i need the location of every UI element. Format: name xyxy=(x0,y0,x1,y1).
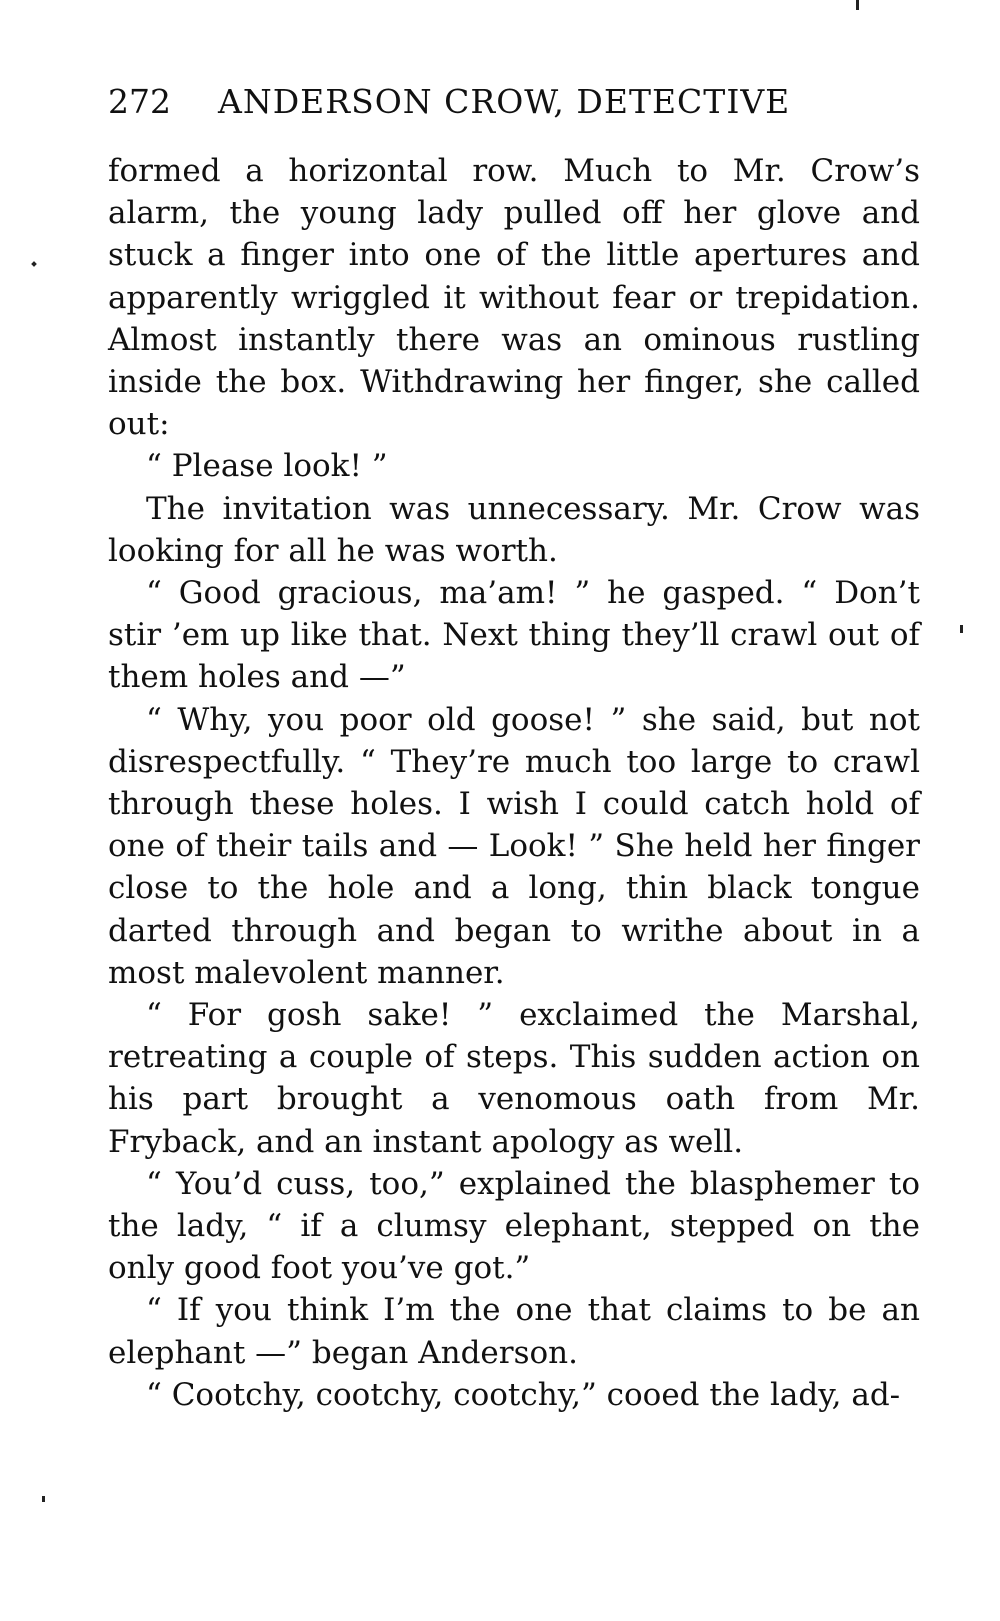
paragraph: The invitation was unnecessary. Mr. Crow was looking for all he was worth. xyxy=(108,490,920,569)
body-text xyxy=(108,150,920,1416)
running-title: ANDERSON CROW, DETECTIVE xyxy=(218,82,791,121)
paragraph: “ If you think I’m the one that claims to be an elephant —” began Anderson. xyxy=(108,1292,920,1371)
paragraph: “ Good gracious, ma’am! ” he gasped. “ Don’t stir ’em up like that. Next thing they’ll crawl out of them holes and —” xyxy=(108,575,920,696)
paragraph-last: “ Cootchy, cootchy, cootchy,” cooed the lady, ad- xyxy=(146,1376,901,1413)
paragraph-continuation: formed a horizontal row. Much to Mr. Crow’s alarm, the young lady pulled off her glove and stuck a finger into one of the little apertures and apparently wriggled it without fear or trepidation. Almost instantly there was an ominous rustling inside the box. Withdrawing her finger, she called out: xyxy=(108,153,920,443)
scan-speck xyxy=(856,0,859,10)
running-head xyxy=(108,82,928,126)
scan-speck xyxy=(960,625,963,633)
paragraph: “ Please look! ” xyxy=(146,448,388,485)
paragraph: “ For gosh sake! ” exclaimed the Marshal, retreating a couple of steps. This sudden action on his part brought a venomous oath from Mr. Fryback, and an instant apology as well. xyxy=(108,997,920,1160)
paragraph: “ Why, you poor old goose! ” she said, but not disrespectfully. “ They’re much too large to crawl through these holes. I wish I could catch hold of one of their tails and — Look! ” She held her finger close to the hole and a long, thin black tongue darted through and began to writhe about in a most malevolent manner. xyxy=(108,701,920,991)
page-number: 272 xyxy=(108,82,171,121)
scan-speck xyxy=(31,261,37,267)
scan-speck xyxy=(42,1496,45,1502)
paragraph: “ You’d cuss, too,” explained the blasphemer to the lady, “ if a clumsy elephant, stepped on the only good foot you’ve got.” xyxy=(108,1165,920,1287)
